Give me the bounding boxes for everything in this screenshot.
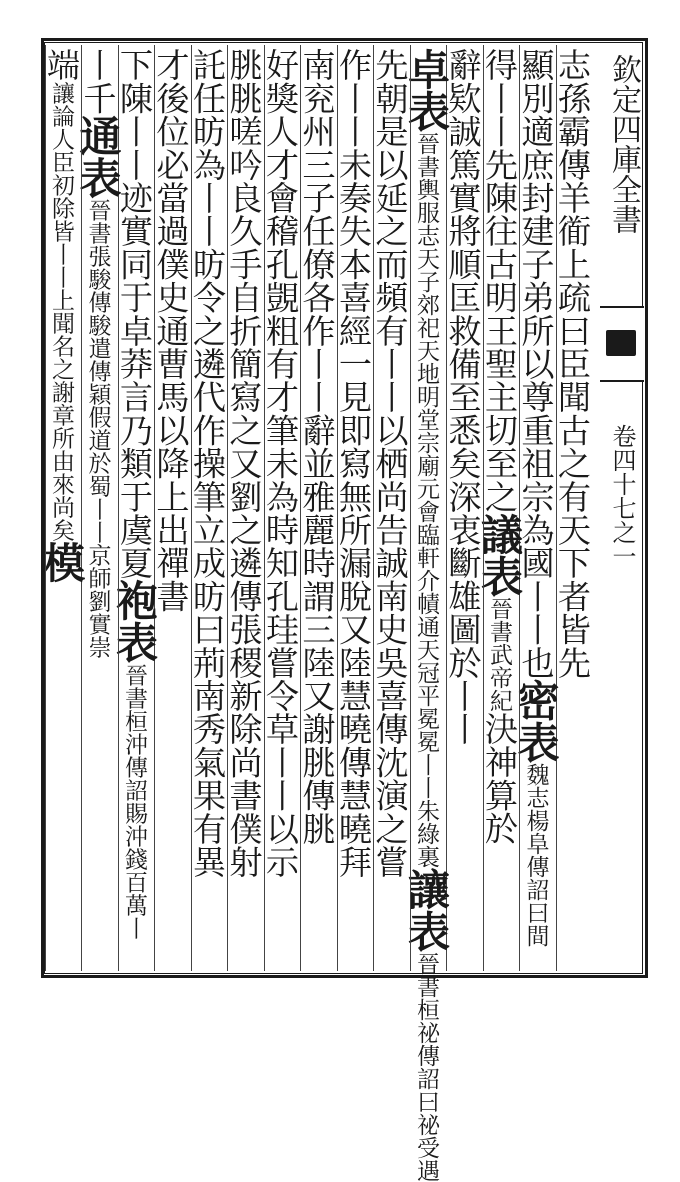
text-column xyxy=(224,48,264,878)
annotation-text: 晉書桓祕傳 xyxy=(413,952,439,1067)
body-text: 才後位必當過僕史通曹馬以降上出禪書 xyxy=(151,48,191,613)
text-column xyxy=(475,48,524,845)
annotation-text: 魏志楊阜 xyxy=(522,762,549,855)
fish-tail-mark-icon xyxy=(606,330,636,356)
body-text: 得 xyxy=(480,48,519,82)
heading-glyph: 表 xyxy=(402,90,451,132)
text-column xyxy=(370,48,410,879)
annotation-text: 賜沖錢百萬 xyxy=(121,801,147,917)
text-column xyxy=(37,48,86,584)
body-text: 丨丨 xyxy=(261,745,300,812)
body-text: 先朝是以延之而頻有 xyxy=(370,48,410,347)
body-text: 作 xyxy=(334,48,373,82)
body-text: 先陳往古明王聖主切至之 xyxy=(480,147,519,513)
text-column xyxy=(297,48,337,845)
annotation-text: 丨 xyxy=(121,916,147,940)
body-text: 迹實同于卓莽言乃類于虞夏 xyxy=(115,180,154,580)
column-rule xyxy=(45,45,46,971)
heading-glyph: 表 xyxy=(73,156,123,199)
text-column xyxy=(443,48,483,746)
text-column xyxy=(511,48,561,947)
column-rule xyxy=(264,45,265,971)
book-title: 欽定四庫全書 xyxy=(606,54,641,234)
body-text: 丨丨 xyxy=(115,114,154,181)
heading-glyph: 密 xyxy=(511,678,561,721)
heading-glyph: 表 xyxy=(402,910,451,952)
column-rule xyxy=(519,45,520,971)
column-rule xyxy=(446,45,447,971)
annotation-text: 讓論人臣初除皆 xyxy=(48,81,74,243)
text-column xyxy=(334,48,374,879)
column-rule xyxy=(154,45,155,971)
volume-label: 卷四十七之一 xyxy=(608,424,636,568)
column-rule xyxy=(337,45,338,971)
body-text: 辭並雅麗時謂三陸又謝朓傳朓 xyxy=(297,413,337,845)
page-margin-column xyxy=(600,48,644,974)
body-text: 志孫霸傳羊衜上疏曰臣聞古之有天下者皆先 xyxy=(553,48,592,679)
body-text: 丨丨 xyxy=(516,579,556,646)
text-column xyxy=(110,48,159,940)
column-rule xyxy=(300,45,301,971)
body-text: 丨丨 xyxy=(188,180,227,248)
body-text: 下陳 xyxy=(115,48,154,115)
heading-glyph: 卓 xyxy=(402,48,451,90)
text-column xyxy=(553,48,593,679)
column-rule xyxy=(373,45,374,971)
heading-glyph: 議 xyxy=(475,512,524,555)
body-text: 也 xyxy=(516,645,556,679)
column-rule xyxy=(81,45,82,971)
body-text: 好獎人才會稽孔覬粗有才筆未為時知孔珪嘗令草 xyxy=(261,48,300,746)
column-rule xyxy=(410,45,411,971)
heading-glyph: 讓 xyxy=(402,868,451,910)
annotation-text: 上聞名之謝章所由來尚矣 xyxy=(48,288,74,542)
body-text: 未奏失本喜經一見即寫無所漏脫又陸慧曉傳慧曉拜 xyxy=(334,147,373,879)
body-text: 昉令之遴代作操筆立成昉曰荊南秀氣果有異 xyxy=(188,247,227,879)
column-rule xyxy=(191,45,192,971)
heading-glyph: 袍 xyxy=(110,579,159,622)
body-text: 深衷斷雄圖於 xyxy=(443,479,483,679)
body-text: 丨丨 xyxy=(370,346,410,414)
annotation-text: 丨丨 xyxy=(84,497,111,544)
annotation-text: 詔曰祕受遇 xyxy=(413,1067,439,1182)
body-text: 決神算於 xyxy=(480,711,519,845)
annotation-text: 丨丨 xyxy=(413,753,439,799)
annotation-text: 京師劉實崇 xyxy=(84,543,111,659)
body-text: 南兖州三子任僚各作 xyxy=(297,48,337,347)
column-rule xyxy=(227,45,228,971)
heading-glyph: 表 xyxy=(511,720,561,763)
text-column xyxy=(261,48,301,879)
annotation-text: 丨丨 xyxy=(48,242,74,289)
annotation-text: 傳詔曰間 xyxy=(522,854,549,947)
body-text: 以示 xyxy=(261,811,300,879)
heading-glyph: 表 xyxy=(475,554,524,597)
text-column xyxy=(188,48,228,879)
annotation-text: 晉書武帝紀 xyxy=(486,596,512,712)
heading-glyph: 通 xyxy=(73,114,123,157)
column-rule xyxy=(483,45,484,971)
annotation-text: 朱綠裏 xyxy=(413,799,439,868)
body-text: 丨丨 xyxy=(297,346,337,414)
body-text: 丨丨 xyxy=(480,81,519,148)
annotation-text: 晉書輿服志天子郊祀天地明堂宗廟元 xyxy=(413,132,439,500)
text-column xyxy=(402,48,451,1182)
body-text: 丨千 xyxy=(78,48,118,115)
body-text: 託任昉為 xyxy=(188,48,227,181)
text-column xyxy=(73,48,123,659)
annotation-text: 晉書張駿傳駿遣傳穎假道於蜀 xyxy=(84,198,111,498)
annotation-text: 會臨軒介幘通天冠平冕冕 xyxy=(413,500,439,753)
body-text: 丨丨 xyxy=(443,678,483,746)
body-text: 以栖尚告誠南史吳喜傳沈演之嘗 xyxy=(370,413,410,879)
heading-glyph: 模 xyxy=(37,541,86,584)
body-text: 顯別適庶封建子弟所以尊重祖宗為國 xyxy=(516,48,556,580)
heading-glyph: 表 xyxy=(110,621,159,664)
body-text: 朓朓嗟吟良久手自折簡寫之又劉之遴傳張稷新除尚書僕射 xyxy=(224,48,264,878)
body-text: 端 xyxy=(42,48,81,82)
body-text: 辭欵誠篤實將順匡救備至悉矣 xyxy=(443,48,483,480)
annotation-text: 晉書桓沖傳詔 xyxy=(121,663,147,802)
text-column xyxy=(151,48,191,613)
body-text: 丨丨 xyxy=(334,81,373,148)
